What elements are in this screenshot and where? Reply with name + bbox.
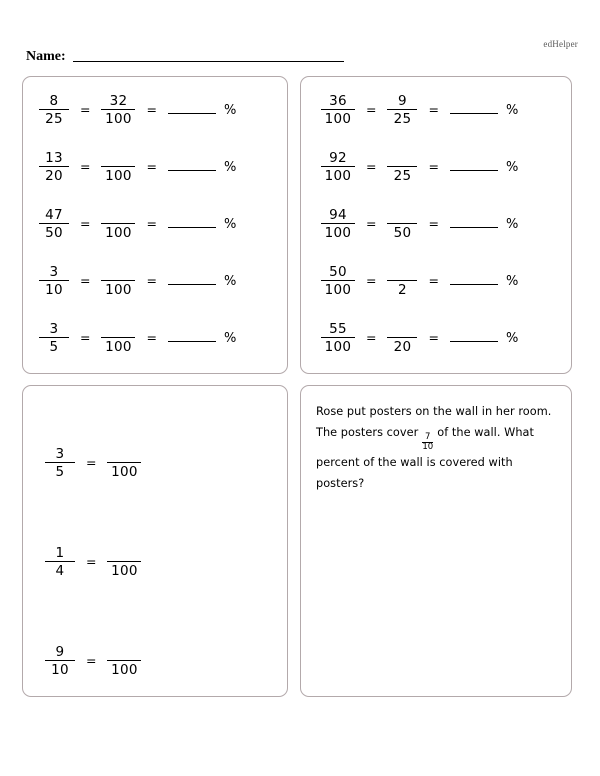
answer-blank-line[interactable]	[168, 170, 216, 171]
numerator-answer[interactable]	[120, 447, 129, 462]
fraction-given	[321, 208, 355, 240]
inline-fraction	[422, 433, 433, 452]
equals-sign: =	[366, 272, 377, 288]
percent-answer[interactable]	[168, 275, 236, 288]
percent-answer[interactable]	[450, 104, 518, 117]
numerator: 3	[49, 264, 59, 280]
denominator: 100	[105, 339, 132, 355]
equation-list	[23, 77, 287, 357]
numerator-answer[interactable]	[398, 322, 407, 337]
percent-answer[interactable]	[168, 104, 236, 117]
fraction-given	[321, 94, 355, 126]
fraction-given	[321, 322, 355, 354]
percent-answer[interactable]	[168, 218, 236, 231]
fraction-hundredths[interactable]	[101, 322, 135, 354]
fraction-reduced[interactable]	[387, 265, 417, 297]
denominator: 100	[105, 282, 132, 298]
percent-sign: %	[505, 216, 519, 232]
fraction-reduced[interactable]	[387, 94, 417, 126]
denominator: 100	[111, 464, 138, 480]
denominator: 10	[422, 442, 434, 452]
word-problem-text	[316, 401, 557, 494]
answer-blank-line[interactable]	[450, 170, 498, 171]
answer-blank-line[interactable]	[450, 227, 498, 228]
equation-list	[301, 77, 571, 357]
equals-sign: =	[428, 329, 439, 345]
fraction-hundredths[interactable]	[101, 265, 135, 297]
denominator: 100	[324, 225, 352, 241]
denominator: 50	[393, 225, 412, 241]
denominator: 5	[49, 339, 59, 355]
equals-sign: =	[80, 101, 91, 117]
denominator: 100	[324, 111, 352, 127]
numerator: 8	[49, 93, 59, 109]
equals-sign: =	[80, 329, 91, 345]
numerator: 36	[329, 93, 347, 109]
equals-sign: =	[86, 652, 97, 668]
numerator-answer[interactable]: 9	[398, 93, 407, 109]
fraction-hundredths[interactable]	[107, 546, 141, 578]
numerator: 9	[55, 644, 65, 660]
problem-text-before: Rose put posters on the wall in her room. The posters cover	[316, 405, 552, 439]
equation-row	[39, 148, 287, 186]
denominator: 25	[45, 111, 63, 127]
numerator-answer[interactable]	[120, 546, 129, 561]
equals-sign: =	[146, 215, 157, 231]
fraction-given	[39, 208, 69, 240]
numerator: 92	[329, 150, 347, 166]
equation-list	[23, 386, 287, 680]
numerator: 55	[329, 321, 347, 337]
fraction-hundredths[interactable]	[101, 208, 135, 240]
equals-sign: =	[366, 158, 377, 174]
exercise-box-top-right	[300, 76, 572, 374]
denominator: 25	[393, 111, 412, 127]
percent-answer[interactable]	[450, 332, 518, 345]
name-field-row	[26, 50, 344, 64]
answer-blank-line[interactable]	[450, 113, 498, 114]
denominator: 100	[324, 168, 352, 184]
fraction-given	[39, 322, 69, 354]
fraction-given	[321, 151, 355, 183]
exercise-box-top-left	[22, 76, 288, 374]
numerator: 13	[45, 150, 63, 166]
numerator: 50	[329, 264, 347, 280]
numerator-answer[interactable]	[398, 208, 407, 223]
fraction-given	[39, 151, 69, 183]
denominator: 4	[55, 563, 65, 579]
answer-blank-line[interactable]	[450, 284, 498, 285]
equals-sign: =	[146, 272, 157, 288]
denominator: 2	[398, 282, 407, 298]
answer-blank-line[interactable]	[168, 113, 216, 114]
numerator: 47	[45, 207, 63, 223]
denominator: 100	[105, 225, 132, 241]
equals-sign: =	[80, 158, 91, 174]
equals-sign: =	[366, 215, 377, 231]
word-problem-box	[300, 385, 572, 697]
equals-sign: =	[428, 272, 439, 288]
denominator: 10	[51, 662, 69, 678]
fraction-given	[45, 645, 75, 677]
percent-sign: %	[505, 159, 519, 175]
fraction-reduced[interactable]	[387, 151, 417, 183]
equals-sign: =	[80, 215, 91, 231]
numerator-answer[interactable]	[120, 645, 129, 660]
numerator-answer[interactable]	[114, 322, 123, 337]
percent-answer[interactable]	[168, 161, 236, 174]
fraction-given	[45, 447, 75, 479]
fraction-given	[45, 546, 75, 578]
problem-text-after: of the wall. What percent of the wall is covered with posters?	[316, 426, 535, 490]
equals-sign: =	[86, 553, 97, 569]
numerator: 94	[329, 207, 347, 223]
equation-row	[321, 148, 571, 186]
equals-sign: =	[146, 101, 157, 117]
numerator-answer[interactable]: 32	[109, 93, 128, 109]
fraction-given	[39, 265, 69, 297]
answer-blank-line[interactable]	[450, 341, 498, 342]
fraction-given	[321, 265, 355, 297]
percent-answer[interactable]	[450, 275, 518, 288]
equation-row	[321, 205, 571, 243]
percent-answer[interactable]	[168, 332, 236, 345]
fraction-hundredths[interactable]	[107, 645, 141, 677]
percent-sign: %	[223, 159, 237, 175]
answer-blank-line[interactable]	[168, 227, 216, 228]
percent-sign: %	[505, 102, 519, 118]
equals-sign: =	[146, 329, 157, 345]
percent-sign: %	[505, 273, 519, 289]
equals-sign: =	[366, 329, 377, 345]
fraction-hundredths[interactable]	[101, 94, 135, 126]
denominator: 100	[111, 563, 138, 579]
equation-row	[321, 91, 571, 129]
fraction-hundredths[interactable]	[107, 447, 141, 479]
fraction-reduced[interactable]	[387, 322, 417, 354]
name-write-line[interactable]	[73, 61, 344, 62]
percent-answer[interactable]	[450, 218, 518, 231]
numerator-answer[interactable]	[114, 151, 123, 166]
equation-row	[39, 262, 287, 300]
equation-row	[45, 543, 287, 581]
denominator: 100	[324, 282, 352, 298]
equals-sign: =	[428, 101, 439, 117]
percent-sign: %	[223, 216, 237, 232]
equals-sign: =	[366, 101, 377, 117]
equals-sign: =	[146, 158, 157, 174]
equation-row	[39, 319, 287, 357]
percent-answer[interactable]	[450, 161, 518, 174]
equation-row	[321, 319, 571, 357]
equation-row	[39, 91, 287, 129]
fraction-reduced[interactable]	[387, 208, 417, 240]
equals-sign: =	[86, 454, 97, 470]
denominator: 100	[105, 111, 132, 127]
numerator-answer[interactable]	[114, 208, 123, 223]
numerator-answer[interactable]	[398, 265, 407, 280]
percent-sign: %	[223, 273, 237, 289]
denominator: 20	[45, 168, 63, 184]
percent-sign: %	[223, 102, 237, 118]
equation-row	[321, 262, 571, 300]
equals-sign: =	[428, 158, 439, 174]
numerator-answer[interactable]	[114, 265, 123, 280]
equals-sign: =	[80, 272, 91, 288]
denominator: 10	[45, 282, 63, 298]
percent-sign: %	[223, 330, 237, 346]
denominator: 25	[393, 168, 412, 184]
equation-row	[45, 642, 287, 680]
equals-sign: =	[428, 215, 439, 231]
numerator: 3	[55, 446, 65, 462]
denominator: 50	[45, 225, 63, 241]
numerator: 7	[425, 432, 431, 442]
fraction-given	[39, 94, 69, 126]
denominator: 20	[393, 339, 412, 355]
exercise-box-bottom-left	[22, 385, 288, 697]
fraction-hundredths[interactable]	[101, 151, 135, 183]
numerator: 3	[49, 321, 59, 337]
denominator: 5	[55, 464, 65, 480]
percent-sign: %	[505, 330, 519, 346]
equation-row	[39, 205, 287, 243]
denominator: 100	[324, 339, 352, 355]
denominator: 100	[111, 662, 138, 678]
equation-row	[45, 444, 287, 482]
edhelper-logo: edHelper	[543, 39, 578, 49]
answer-blank-line[interactable]	[168, 284, 216, 285]
numerator-answer[interactable]	[398, 151, 407, 166]
denominator: 100	[105, 168, 132, 184]
name-label: Name:	[26, 49, 66, 64]
answer-blank-line[interactable]	[168, 341, 216, 342]
numerator: 1	[55, 545, 65, 561]
